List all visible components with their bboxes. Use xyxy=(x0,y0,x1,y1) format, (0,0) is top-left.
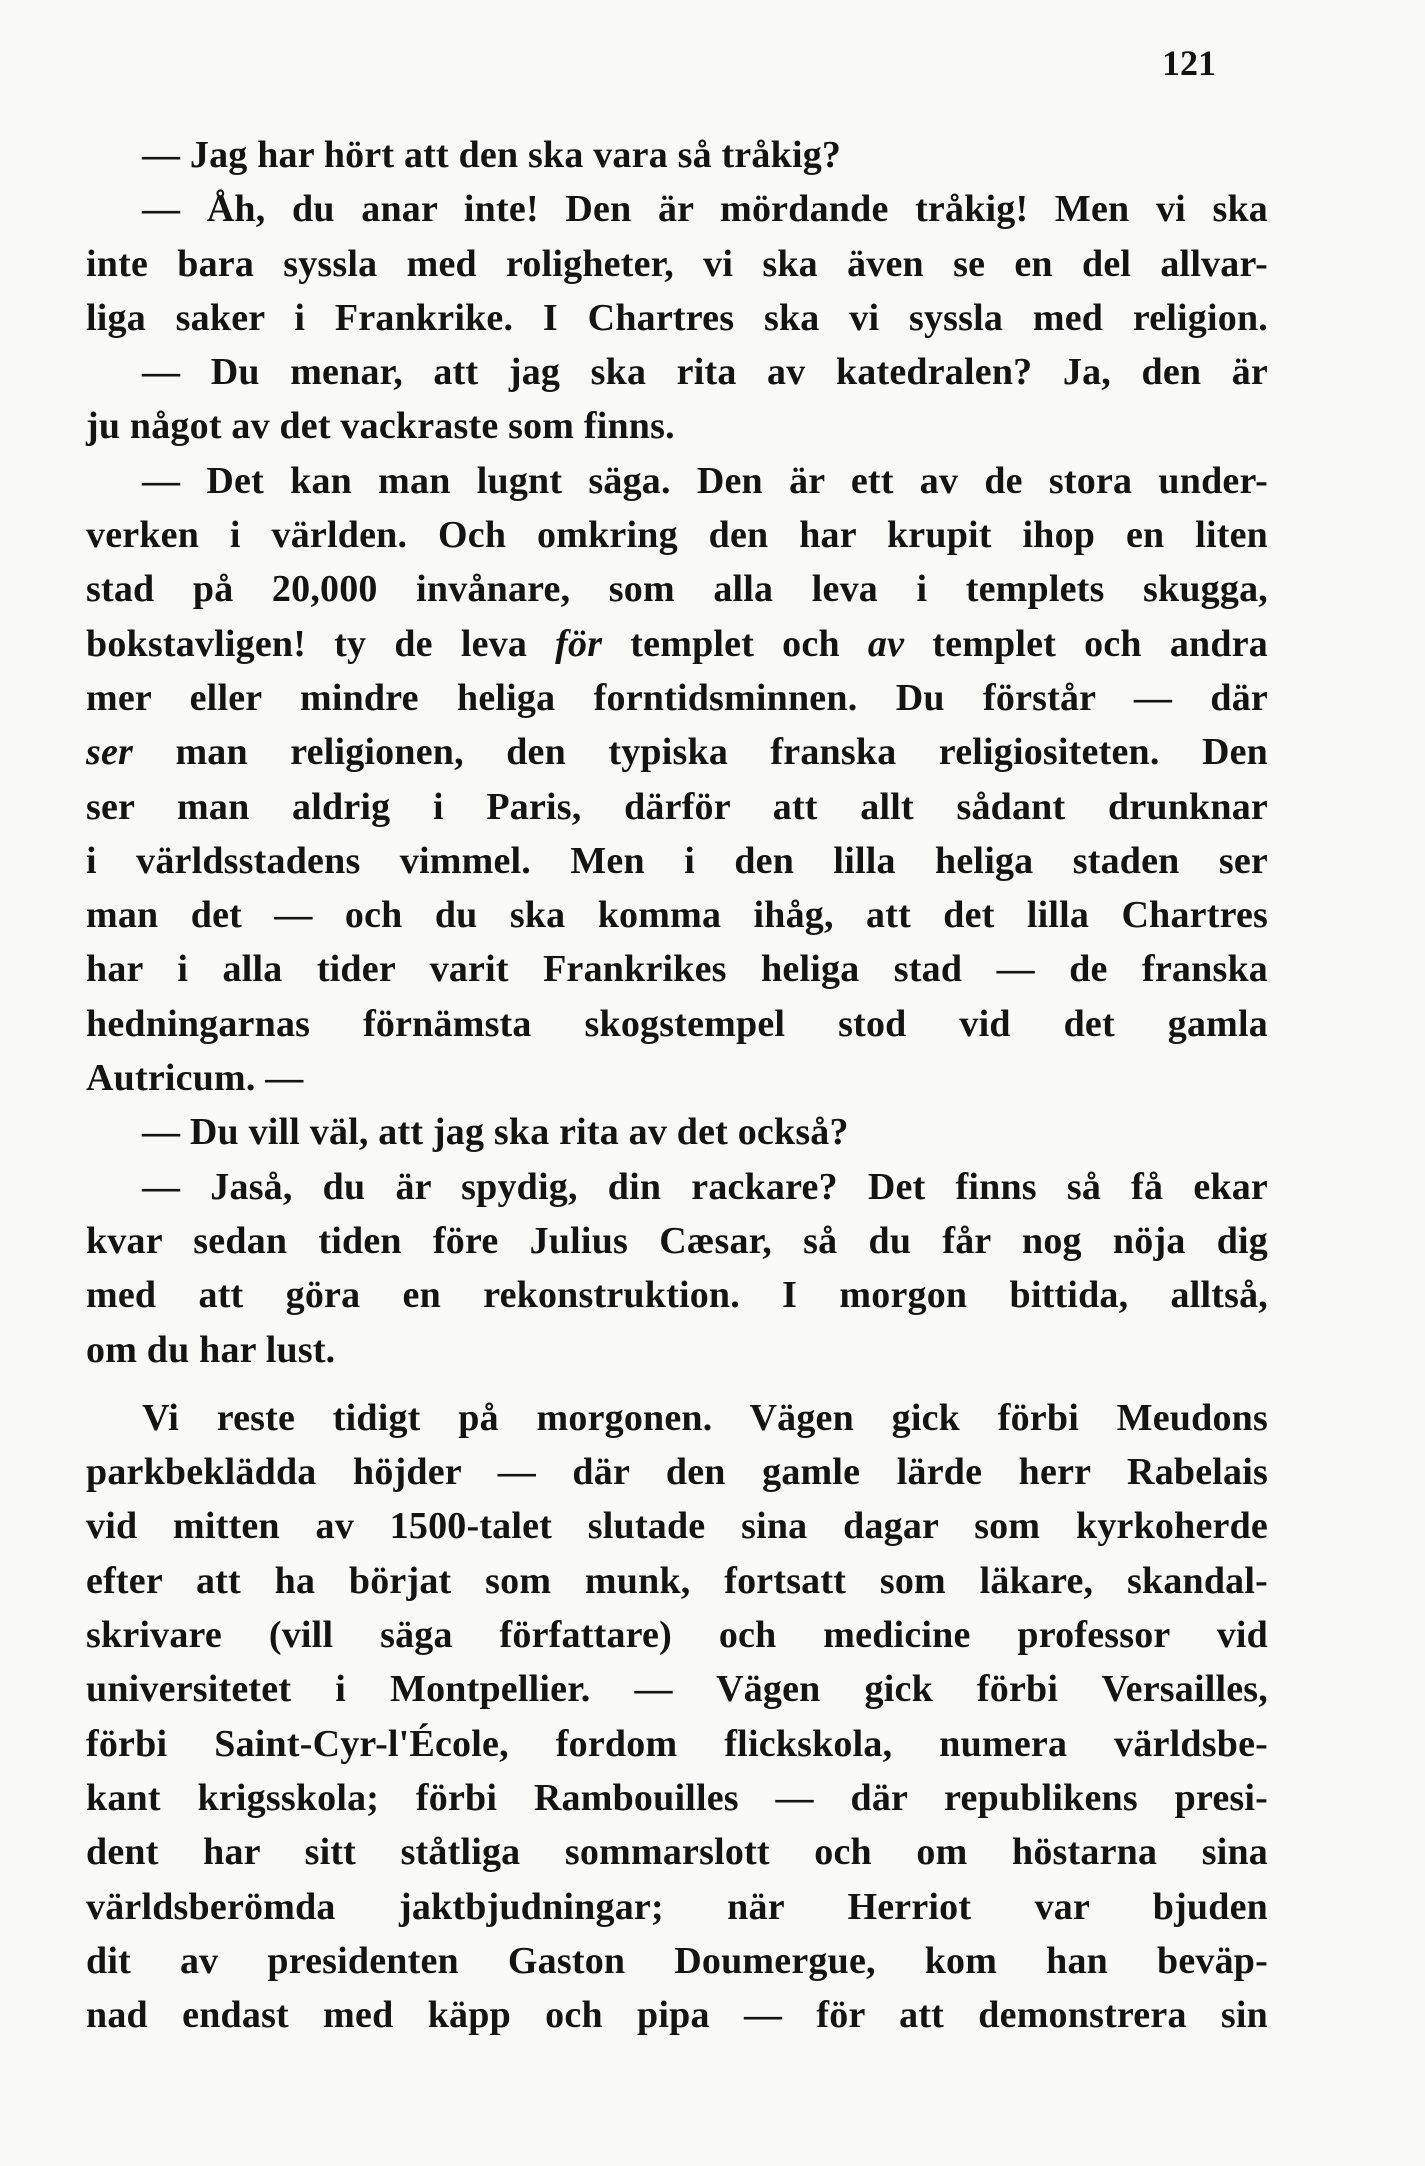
text-line: inte bara syssla med roligheter, vi ska även se en del allvar- xyxy=(86,242,1268,285)
text-line: — Jag har hört att den ska vara så tråkig? xyxy=(142,134,842,176)
text-segment: templet och xyxy=(602,622,868,665)
text-line: Vi reste tidigt på morgonen. Vägen gick förbi Meudons xyxy=(142,1396,1268,1439)
text-line: har i alla tider varit Frankrikes heliga stad — de franska xyxy=(86,948,1268,991)
text-line: — Du vill väl, att jag ska rita av det också? xyxy=(142,1111,849,1154)
text-segment: bokstavligen! ty de leva xyxy=(86,622,556,665)
italic-word: ser xyxy=(86,731,134,774)
text-line: parkbeklädda höjder — där den gamle lärde herr Rabelais xyxy=(86,1451,1268,1494)
italic-word: för xyxy=(555,622,603,665)
text-line: nad endast med käpp och pipa — för att demonstrera sin xyxy=(86,1994,1268,2037)
text-segment: man religionen, den typiska franska religiositeten. Den xyxy=(133,731,1268,774)
text-line: kant krigsskola; förbi Rambouilles — där republikens presi- xyxy=(86,1776,1268,1819)
text-line: kvar sedan tiden före Julius Cæsar, så du får nog nöja dig xyxy=(86,1219,1268,1262)
text-line: dit av presidenten Gaston Doumergue, kom han beväp- xyxy=(86,1939,1268,1982)
text-line: man det — och du ska komma ihåg, att det lilla Chartres xyxy=(86,894,1268,937)
text-line: Autricum. — xyxy=(86,1057,304,1100)
text-line: med att göra en rekonstruktion. I morgon bittida, alltså, xyxy=(86,1274,1268,1317)
italic-word: av xyxy=(867,622,905,665)
text-line: om du har lust. xyxy=(86,1328,336,1371)
text-line: — Det kan man lugnt säga. Den är ett av de stora under- xyxy=(142,459,1268,502)
text-line xyxy=(86,725,1268,779)
text-line: liga saker i Frankrike. I Chartres ska vi syssla med religion. xyxy=(86,296,1268,339)
text-segment: templet och andra xyxy=(904,622,1268,665)
text-line: hedningarnas förnämsta skogstempel stod vid det gamla xyxy=(86,1002,1268,1045)
text-line: verken i världen. Och omkring den har krupit ihop en liten xyxy=(86,514,1268,557)
text-line: — Jaså, du är spydig, din rackare? Det finns så få ekar xyxy=(142,1165,1268,1208)
text-line: förbi Saint-Cyr-l'École, fordom flickskola, numera världsbe- xyxy=(86,1722,1268,1765)
body-text xyxy=(86,128,1268,2042)
text-line: mer eller mindre heliga forntidsminnen. Du förstår — där xyxy=(86,676,1268,719)
text-line: vid mitten av 1500-talet slutade sina dagar som kyrkoherde xyxy=(86,1505,1268,1548)
text-line: skrivare (vill säga författare) och medicine professor vid xyxy=(86,1614,1268,1657)
text-line: — Du menar, att jag ska rita av katedralen? Ja, den är xyxy=(142,351,1268,394)
text-line: universitetet i Montpellier. — Vägen gick förbi Versailles, xyxy=(86,1668,1268,1711)
text-line: ser man aldrig i Paris, därför att allt sådant drunknar xyxy=(86,785,1268,828)
text-line: dent har sitt ståtliga sommarslott och om höstarna sina xyxy=(86,1831,1268,1874)
text-line: efter att ha börjat som munk, fortsatt som läkare, skandal- xyxy=(86,1559,1268,1602)
text-line xyxy=(86,617,1268,671)
text-line: ju något av det vackraste som finns. xyxy=(86,405,675,448)
text-line: stad på 20,000 invånare, som alla leva i templets skugga, xyxy=(86,568,1268,611)
page-number: 121 xyxy=(1162,43,1216,83)
text-line: — Åh, du anar inte! Den är mördande tråkig! Men vi ska xyxy=(142,188,1268,231)
paragraph-gap xyxy=(86,1377,1268,1391)
text-line: världsberömda jaktbjudningar; när Herriot var bjuden xyxy=(86,1885,1268,1928)
text-line: i världsstadens vimmel. Men i den lilla heliga staden ser xyxy=(86,839,1268,882)
